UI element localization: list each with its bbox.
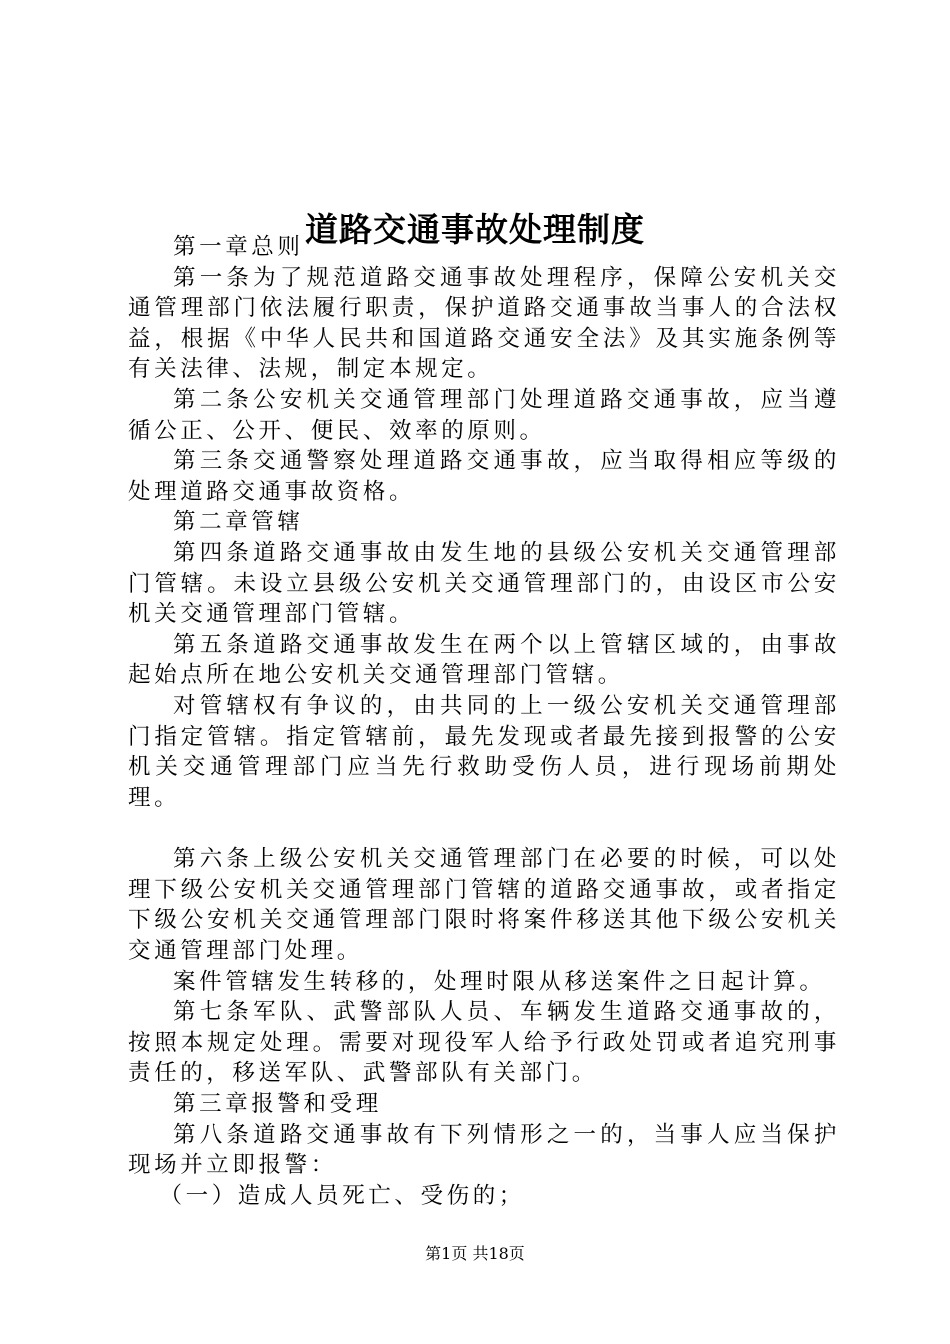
article-5-clause: 对管辖权有争议的，由共同的上一级公安机关交通管理部门指定管辖。指定管辖前，最先发现或者最先接到报警的公安机关交通管理部门应当先行救助受伤人员，进行现场前期处理。 [128, 692, 840, 811]
article-5: 第五条道路交通事故发生在两个以上管辖区域的，由事故起始点所在地公安机关交通管理部门管辖。 [128, 631, 840, 689]
document-title: 道路交通事故处理制度 [305, 210, 645, 250]
article-8: 第八条道路交通事故有下列情形之一的，当事人应当保护现场并立即报警： [128, 1121, 840, 1179]
article-8-item-1: （一）造成人员死亡、受伤的； [159, 1182, 525, 1209]
chapter-heading-2: 第二章管辖 [173, 509, 304, 536]
article-2: 第二条公安机关交通管理部门处理道路交通事故，应当遵循公正、公开、便民、效率的原则。 [128, 386, 840, 444]
article-3: 第三条交通警察处理道路交通事故，应当取得相应等级的处理道路交通事故资格。 [128, 448, 840, 505]
chapter-heading-1: 第一章总则 [173, 234, 304, 260]
page-number-footer: 第1页 共18页 [425, 1244, 525, 1263]
article-4: 第四条道路交通事故由发生地的县级公安机关交通管理部门管辖。未设立县级公安机关交通管理部门的，由设区市公安机关交通管理部门管辖。 [128, 539, 840, 628]
article-6: 第六条上级公安机关交通管理部门在必要的时候，可以处理下级公安机关交通管理部门管辖的道路交通事故，或者指定下级公安机关交通管理部门限时将案件移送其他下级公安机关交通管理部门处理。 [128, 846, 840, 965]
article-6-clause: 案件管辖发生转移的，处理时限从移送案件之日起计算。 [173, 968, 826, 995]
chapter-heading-3: 第三章报警和受理 [173, 1091, 382, 1118]
article-7: 第七条军队、武警部队人员、车辆发生道路交通事故的，按照本规定处理。需要对现役军人给予行政处罚或者追究刑事责任的，移送军队、武警部队有关部门。 [128, 999, 840, 1087]
document-body [128, 232, 840, 1211]
article-1: 第一条为了规范道路交通事故处理程序，保障公安机关交通管理部门依法履行职责，保护道路交通事故当事人的合法权益，根据《中华人民共和国道路交通安全法》及其实施条例等有关法律、法规，制定本规定。 [128, 264, 840, 383]
